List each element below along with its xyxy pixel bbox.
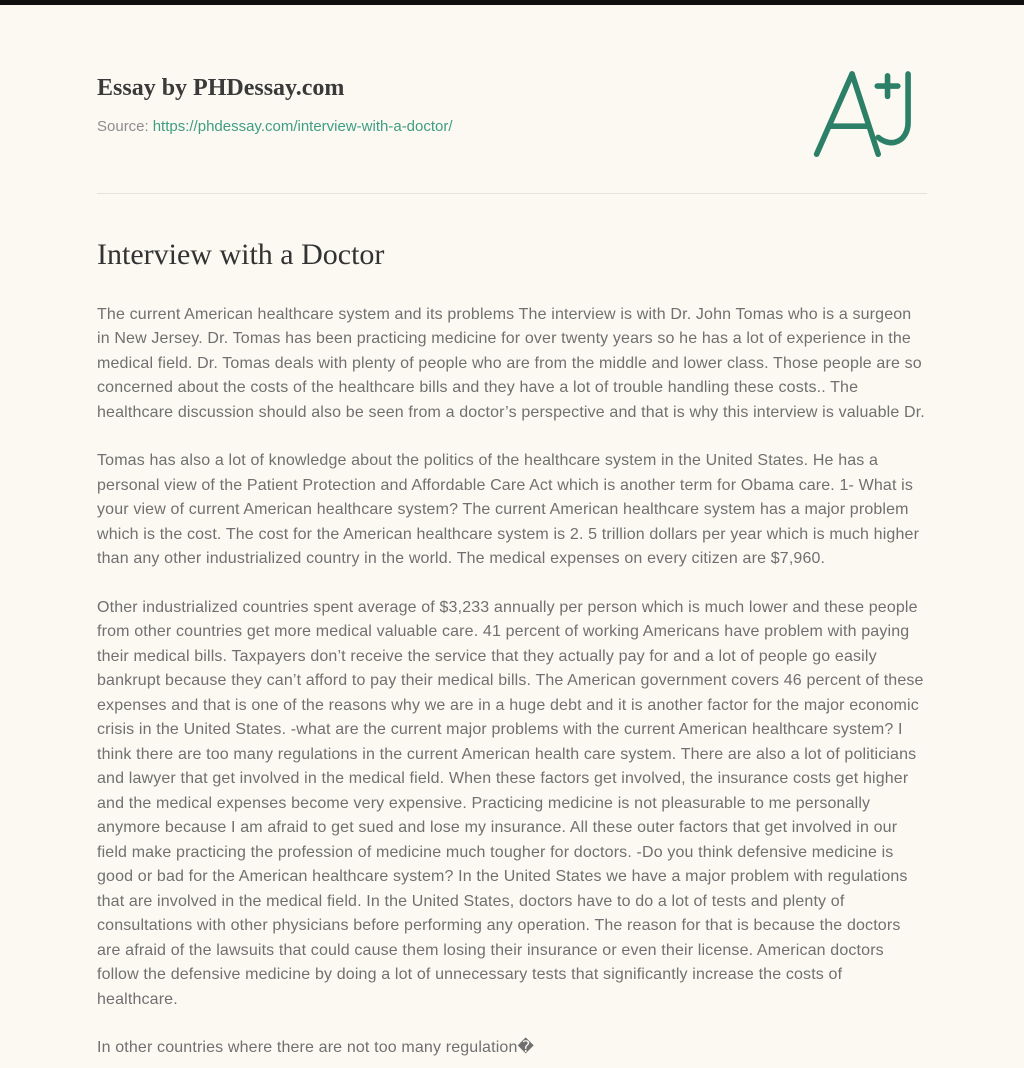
source-label: Source: bbox=[97, 118, 149, 136]
page-header bbox=[97, 75, 927, 163]
logo-a-left-stroke bbox=[817, 74, 852, 154]
essay-paragraph-1: The current American healthcare system and its problems The interview is with Dr. John Tomas who is a surgeon in New Jersey. Dr. Tomas has been practicing medicine for over twenty years so he has a lot of experience in the medical field. Dr. Tomas deals with plenty of people who are from the middle and lower class. Those people are so concerned about the costs of the healthcare bills and they have a lot of trouble handling these costs.. The healthcare discussion should also be seen from a doctor’s perspective and that is why this interview is valuable Dr. bbox=[97, 305, 925, 421]
essay-paragraph-2: Tomas has also a lot of knowledge about the politics of the healthcare system in the United States. He has a personal view of the Patient Protection and Affordable Care Act which is another term for Obama care. 1- What is your view of current American healthcare system? The current American healthcare system has a major problem which is the cost. The cost for the American healthcare system is 2. 5 trillion dollars per year which is much higher than any other industrialized country in the world. The medical expenses on every citizen are $7,960. bbox=[97, 452, 920, 567]
content-column bbox=[97, 75, 927, 1061]
essay-paragraph-3: Other industrialized countries spent average of $3,233 annually per person which is much lower and these people from other countries get more medical valuable care. 41 percent of working Americans have problem with paying their medical bills. Taxpayers don’t receive the service that they actually pay for and a lot of people go easily bankrupt because they can’t afford to pay their medical bills. The American government covers 46 percent of these expenses and that is one of the reasons why we are in a huge debt and it is another factor for the major economic crisis in the United States. -what are the current major problems with the current American healthcare system? I think there are too many regulations in the current American health care system. There are also a lot of politicians and lawyer that get involved in the medical field. When these factors get involved, the insurance costs get higher and the medical expenses become very expensive. Practicing medicine is not pleasurable to me personally anymore because I am afraid to get sued and lose my insurance. All these outer factors that get involved in our field make practicing the profession of medicine much tougher for doctors. -Do you think defensive medicine is good or bad for the American healthcare system? In the United States we have a major problem with regulations that are involved in the medical field. In the United States, doctors have to do a lot of tests and plenty of consultations with other physicians before performing any operation. The reason for that is because the doctors are afraid of the lawsuits that could cause them losing their insurance or even their license. American doctors follow the defensive medicine by doing a lot of unnecessary tests that significantly increase the costs of healthcare. bbox=[97, 598, 924, 1008]
source-link[interactable]: https://phdessay.com/interview-with-a-doctor/ bbox=[152, 118, 453, 136]
essay-paragraph-4: In other countries where there are not too many regulation� bbox=[97, 1039, 535, 1056]
header-text-block bbox=[97, 75, 453, 135]
logo-graphic bbox=[811, 67, 923, 163]
essay-article bbox=[97, 238, 927, 1061]
essay-title: Interview with a Doctor bbox=[97, 238, 385, 271]
logo-a-right-stroke bbox=[852, 74, 878, 154]
phdessay-monogram-logo bbox=[811, 67, 923, 163]
header-divider bbox=[97, 193, 927, 194]
header-title: Essay by PHDessay.com bbox=[97, 75, 345, 101]
top-border bbox=[0, 0, 1024, 5]
source-line bbox=[97, 118, 453, 135]
